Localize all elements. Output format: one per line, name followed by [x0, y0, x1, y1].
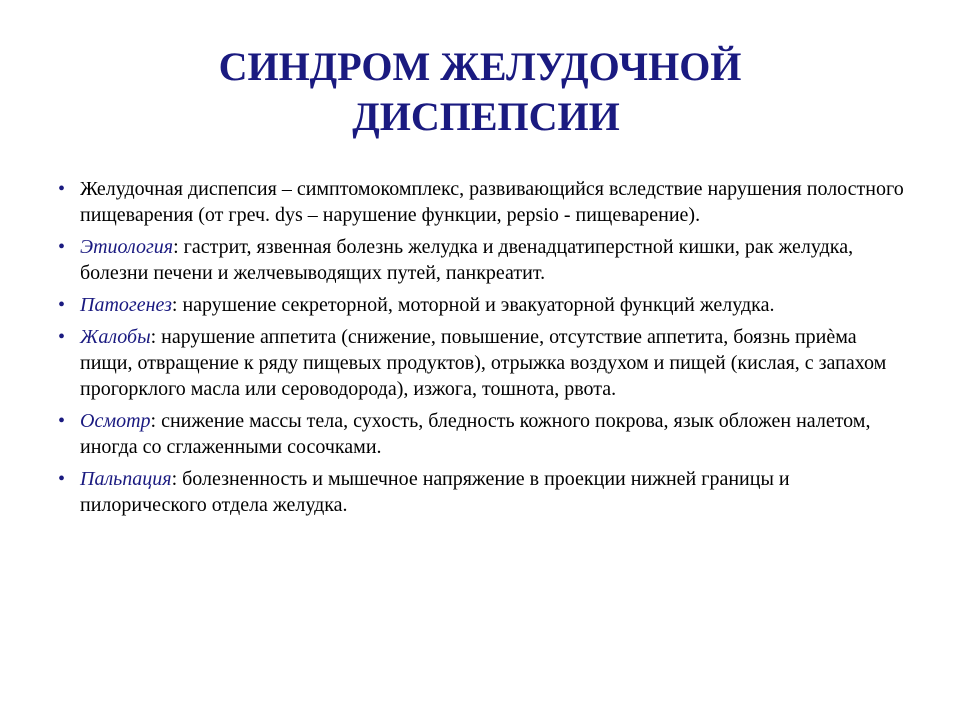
bullet-term: Патогенез — [80, 294, 172, 316]
title-line-1: СИНДРОМ ЖЕЛУДОЧНОЙ — [218, 44, 742, 89]
bullet-item-examination — [56, 408, 906, 460]
bullet-term: Жалобы — [80, 326, 151, 348]
bullet-item-palpation — [56, 466, 906, 518]
bullet-item-etiology — [56, 234, 906, 286]
bullet-text: : нарушение секреторной, моторной и эвакуаторной функций желудка. — [171, 294, 775, 316]
bullet-text: : гастрит, язвенная болезнь желудка и двенадцатиперстной кишки, рак желудка, болезни печени и желчевыводящих путей, панкреатит. — [80, 236, 854, 284]
bullet-icon: • — [58, 410, 66, 432]
bullet-icon: • — [58, 236, 66, 258]
bullet-item-pathogenesis — [56, 292, 906, 318]
title-line-2: ДИСПЕПСИИ — [352, 94, 620, 139]
bullet-icon: • — [58, 294, 66, 316]
bullet-text: : болезненность и мышечное напряжение в проекции нижней границы и пилорического отдела желудка. — [80, 468, 790, 516]
bullet-icon: • — [58, 326, 66, 348]
bullet-text: : снижение массы тела, сухость, бледность кожного покрова, язык обложен налетом, иногда со сглаженными сосочками. — [80, 410, 871, 458]
bullet-item-definition — [56, 176, 906, 228]
bullet-icon: • — [58, 468, 66, 490]
bullet-icon: • — [58, 178, 66, 200]
bullet-list — [56, 176, 906, 524]
bullet-text: : нарушение аппетита (снижение, повышение, отсутствие аппетита, боязнь приѐма пищи, отвращение к ряду пищевых продуктов), отрыжка воздухом и пищей (кислая, с запахом прогорклого масла или сероводорода), изжога, тошнота, рвота. — [80, 326, 887, 400]
slide-title — [0, 42, 960, 142]
bullet-term: Осмотр — [80, 410, 151, 432]
bullet-term: Этиология — [80, 236, 174, 258]
bullet-text: Желудочная диспепсия – симптомокомплекс, развивающийся вследствие нарушения полостного пищеварения (от греч. dys – нарушение функции, pepsio - пищеварение). — [80, 178, 904, 226]
bullet-item-complaints — [56, 324, 906, 402]
bullet-term: Пальпация — [80, 468, 172, 490]
